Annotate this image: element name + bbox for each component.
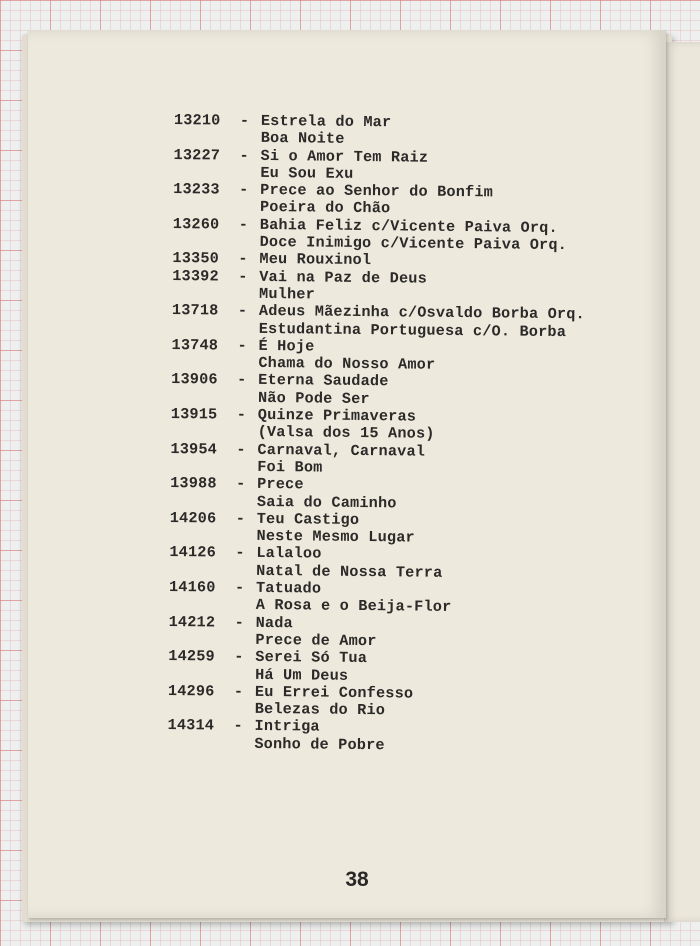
song-title: A Rosa e o Beija-Flor xyxy=(255,596,452,617)
separator-dash: - xyxy=(237,371,247,390)
song-title: Tatuado xyxy=(255,578,322,598)
song-title: Meu Rouxinol xyxy=(259,250,372,270)
separator-dash: - xyxy=(236,405,247,424)
song-title: Eterna Saudade xyxy=(258,371,389,391)
song-title: Intriga xyxy=(254,717,320,736)
song-title: Bahia Feliz c/Vicente Paiva Orq. xyxy=(259,215,558,237)
record-entry xyxy=(171,406,651,446)
separator-dash: - xyxy=(233,717,243,736)
record-entry xyxy=(174,112,654,152)
song-title: (Valsa dos 15 Anos) xyxy=(257,423,435,444)
catalog-number: 13954 xyxy=(170,439,218,459)
song-title: Não Pode Ser xyxy=(257,388,370,408)
separator-dash: - xyxy=(234,578,245,597)
separator-dash: - xyxy=(234,647,244,666)
song-title: Estudantina Portuguesa c/O. Borba xyxy=(258,319,567,341)
catalog-number: 13227 xyxy=(173,145,221,165)
song-title: Natal de Nossa Terra xyxy=(256,561,443,582)
song-title: Si o Amor Tem Raiz xyxy=(260,146,429,167)
page-number: 38 xyxy=(345,868,369,891)
separator-dash: - xyxy=(239,111,250,130)
separator-dash: - xyxy=(235,544,245,563)
catalog-number: 13210 xyxy=(173,111,221,130)
catalog-number: 14259 xyxy=(168,647,215,666)
catalog-number: 14160 xyxy=(168,577,216,597)
catalog-number: 13350 xyxy=(172,249,220,268)
record-line-b-side xyxy=(167,735,647,757)
song-title: Poeira do Chão xyxy=(259,198,391,218)
separator-dash: - xyxy=(239,146,249,165)
separator-dash: - xyxy=(237,301,248,321)
separator-dash: - xyxy=(237,336,247,355)
song-title: Há Um Deus xyxy=(255,665,349,685)
catalog-number: 13233 xyxy=(173,180,220,199)
song-title: Nada xyxy=(255,613,294,632)
separator-dash: - xyxy=(236,474,246,494)
catalog-number: 14296 xyxy=(167,681,215,701)
song-title: Prece de Amor xyxy=(255,630,377,651)
record-entry xyxy=(167,717,647,757)
song-title: Boa Noite xyxy=(260,129,345,149)
song-title: Serei Só Tua xyxy=(255,648,368,668)
song-title: Chama do Nosso Amor xyxy=(258,354,436,374)
separator-dash: - xyxy=(236,440,246,459)
catalog-number: 13988 xyxy=(170,474,217,493)
record-entry xyxy=(169,579,649,619)
catalog-number: 13915 xyxy=(170,405,218,424)
song-title: Neste Mesmo Lugar xyxy=(256,527,415,547)
catalog-number: 14212 xyxy=(168,612,216,632)
catalog-number: 14126 xyxy=(169,543,217,562)
separator-dash: - xyxy=(239,180,249,199)
song-title: Eu Errei Confesso xyxy=(254,682,414,703)
separator-dash: - xyxy=(238,267,248,286)
separator-dash: - xyxy=(234,613,245,632)
song-title: Prece ao Senhor do Bonfim xyxy=(260,181,494,202)
song-title: Prece xyxy=(257,475,304,494)
song-title: Mulher xyxy=(259,284,316,304)
booklet-page xyxy=(28,30,666,918)
record-listing xyxy=(167,112,654,757)
song-title: Quinze Primaveras xyxy=(257,405,417,426)
catalog-number: 14314 xyxy=(167,716,215,735)
song-title: Adeus Mãezinha c/Osvaldo Borba Orq. xyxy=(258,302,585,324)
song-title: Carnaval, Carnaval xyxy=(257,440,426,461)
separator-dash: - xyxy=(238,250,248,269)
song-title: Teu Castigo xyxy=(256,509,360,529)
song-title: É Hoje xyxy=(258,336,315,356)
song-title: Lalaloo xyxy=(256,544,322,563)
catalog-number: 13392 xyxy=(172,266,219,286)
catalog-number: 13906 xyxy=(171,370,218,389)
facing-page-edge xyxy=(664,42,700,922)
separator-dash: - xyxy=(235,509,246,528)
catalog-number: 13718 xyxy=(171,301,219,320)
separator-dash: - xyxy=(238,215,249,234)
song-title: Saia do Caminho xyxy=(256,492,397,512)
song-title: Foi Bom xyxy=(257,457,323,477)
song-title: Doce Inimigo c/Vicente Paiva Orq. xyxy=(259,232,568,255)
song-title: Eu Sou Exu xyxy=(260,163,354,183)
song-title: Belezas do Rio xyxy=(254,699,386,720)
separator-dash: - xyxy=(233,682,244,701)
song-title: Vai na Paz de Deus xyxy=(259,267,428,288)
song-title: Sonho de Pobre xyxy=(254,734,385,754)
catalog-number: 13260 xyxy=(172,214,220,234)
catalog-number: 13748 xyxy=(171,335,219,355)
catalog-number: 14206 xyxy=(169,508,217,528)
song-title: Estrela do Mar xyxy=(260,111,392,132)
